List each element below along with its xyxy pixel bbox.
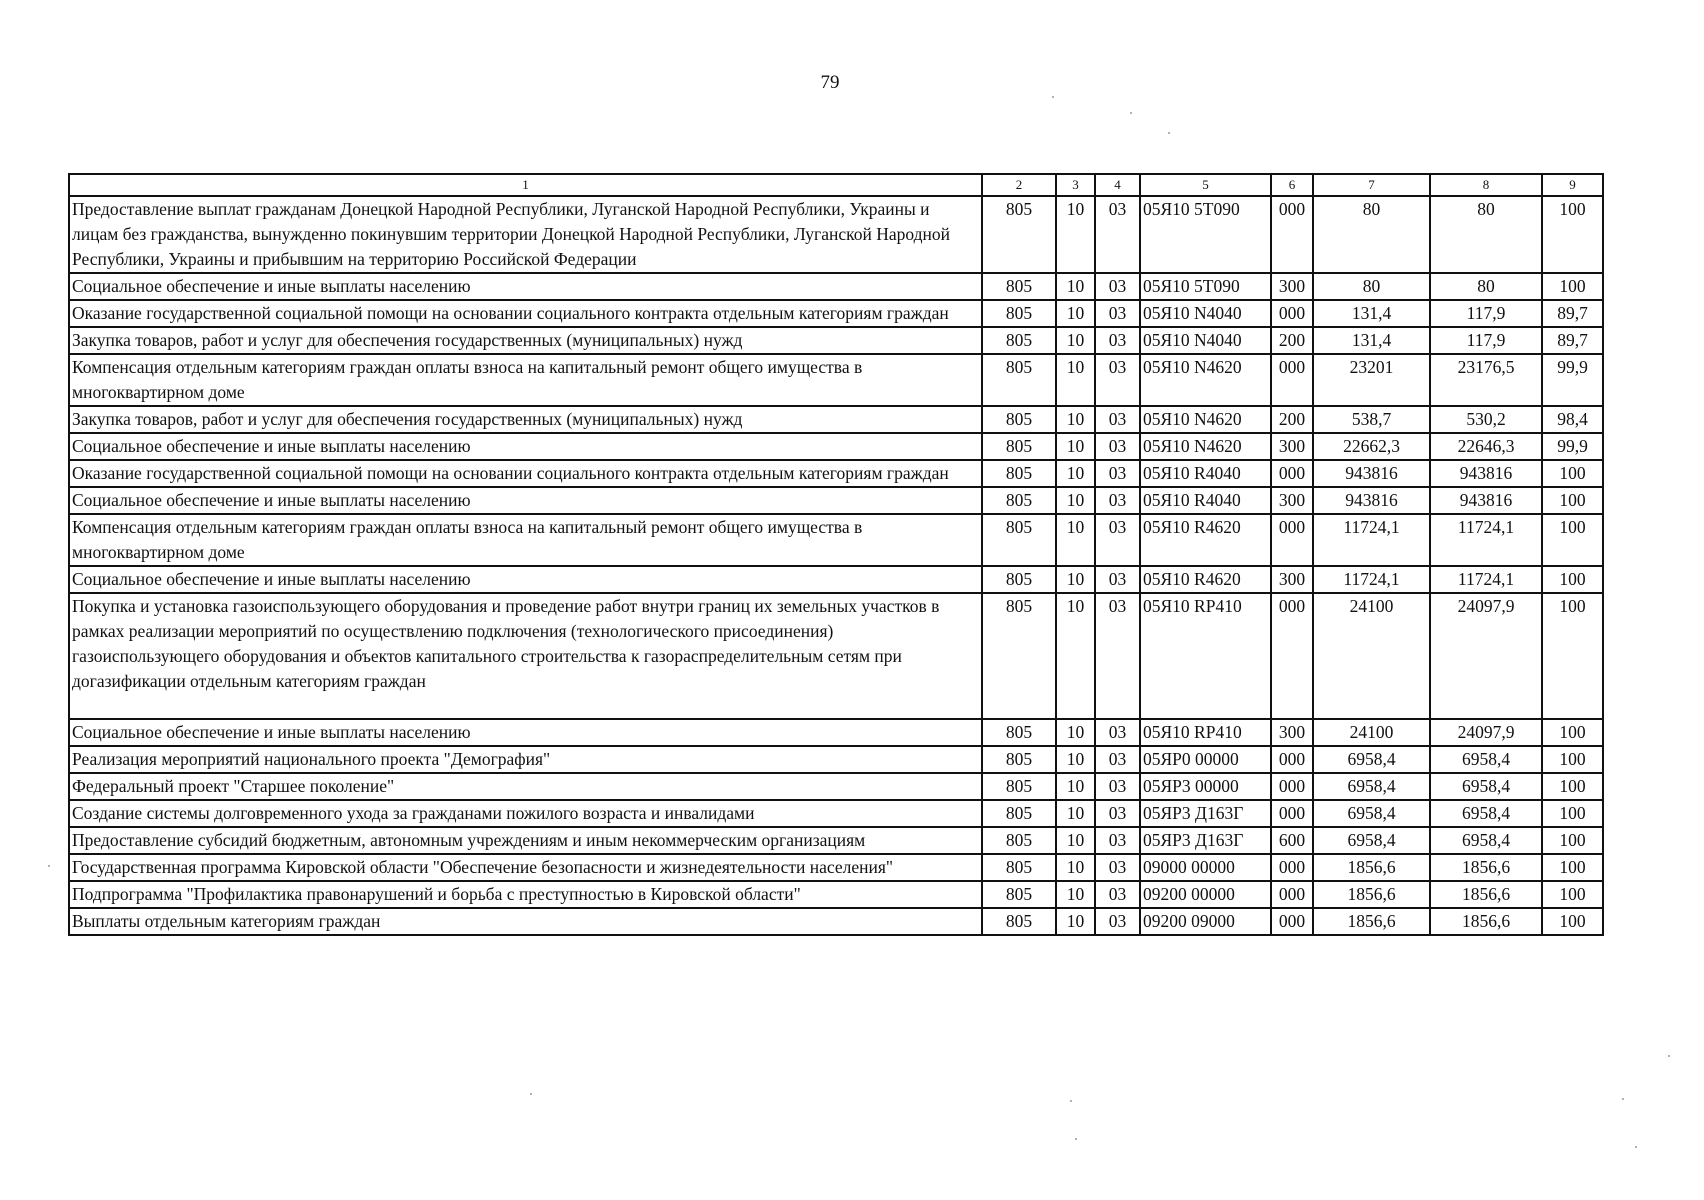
row-col-7-cell: 80 — [1313, 273, 1430, 300]
row-col-9-cell: 89,7 — [1542, 327, 1603, 354]
row-col-5-cell: 09000 00000 — [1140, 854, 1271, 881]
row-col-9-cell: 100 — [1542, 908, 1603, 935]
row-col-7-cell: 6958,4 — [1313, 746, 1430, 773]
header-col-5: 5 — [1140, 174, 1271, 196]
row-col-8-cell: 943816 — [1430, 487, 1542, 514]
row-col-7-cell: 24100 — [1313, 593, 1430, 719]
row-col-9-cell: 89,7 — [1542, 300, 1603, 327]
row-col-7-cell: 1856,6 — [1313, 854, 1430, 881]
row-col-5-cell: 05Я10 N4620 — [1140, 406, 1271, 433]
row-col-5-cell: 05Я10 R4040 — [1140, 487, 1271, 514]
row-col-7-cell: 6958,4 — [1313, 800, 1430, 827]
row-col-8-cell: 80 — [1430, 196, 1542, 273]
row-col-4-cell: 03 — [1095, 593, 1140, 719]
row-col-4-cell: 03 — [1095, 908, 1140, 935]
row-col-5-cell: 05Я10 R4620 — [1140, 514, 1271, 566]
row-col-2-cell: 805 — [982, 327, 1056, 354]
row-col-3-cell: 10 — [1056, 800, 1095, 827]
row-name-cell: Социальное обеспечение и иные выплаты населению — [69, 433, 982, 460]
row-col-3-cell: 10 — [1056, 327, 1095, 354]
budget-table — [68, 173, 1604, 936]
row-col-7-cell: 943816 — [1313, 487, 1430, 514]
row-col-3-cell: 10 — [1056, 719, 1095, 746]
row-col-4-cell: 03 — [1095, 881, 1140, 908]
row-col-3-cell: 10 — [1056, 300, 1095, 327]
table-row — [69, 433, 1603, 460]
page-number: 79 — [820, 72, 840, 93]
row-col-2-cell: 805 — [982, 854, 1056, 881]
row-col-2-cell: 805 — [982, 800, 1056, 827]
row-col-8-cell: 24097,9 — [1430, 719, 1542, 746]
row-col-9-cell: 100 — [1542, 719, 1603, 746]
row-col-9-cell: 100 — [1542, 460, 1603, 487]
row-col-2-cell: 805 — [982, 406, 1056, 433]
row-col-9-cell: 100 — [1542, 746, 1603, 773]
row-col-6-cell: 000 — [1271, 746, 1313, 773]
row-col-2-cell: 805 — [982, 881, 1056, 908]
table-row — [69, 354, 1603, 406]
row-col-6-cell: 300 — [1271, 566, 1313, 593]
row-col-7-cell: 943816 — [1313, 460, 1430, 487]
row-col-8-cell: 530,2 — [1430, 406, 1542, 433]
row-col-8-cell: 1856,6 — [1430, 854, 1542, 881]
row-col-3-cell: 10 — [1056, 460, 1095, 487]
row-col-3-cell: 10 — [1056, 406, 1095, 433]
row-col-5-cell: 05Я10 N4620 — [1140, 354, 1271, 406]
row-col-6-cell: 200 — [1271, 327, 1313, 354]
row-col-2-cell: 805 — [982, 273, 1056, 300]
row-col-2-cell: 805 — [982, 773, 1056, 800]
row-col-2-cell: 805 — [982, 433, 1056, 460]
row-col-6-cell: 000 — [1271, 196, 1313, 273]
row-col-8-cell: 11724,1 — [1430, 566, 1542, 593]
row-col-7-cell: 6958,4 — [1313, 773, 1430, 800]
row-col-5-cell: 05ЯР0 00000 — [1140, 746, 1271, 773]
row-col-8-cell: 6958,4 — [1430, 800, 1542, 827]
row-col-8-cell: 80 — [1430, 273, 1542, 300]
row-col-6-cell: 300 — [1271, 273, 1313, 300]
row-name-cell: Закупка товаров, работ и услуг для обеспечения государственных (муниципальных) нужд — [69, 327, 982, 354]
row-col-8-cell: 6958,4 — [1430, 827, 1542, 854]
row-col-2-cell: 805 — [982, 487, 1056, 514]
row-name-cell: Социальное обеспечение и иные выплаты населению — [69, 487, 982, 514]
row-col-9-cell: 100 — [1542, 854, 1603, 881]
table-body — [69, 196, 1603, 935]
row-col-4-cell: 03 — [1095, 719, 1140, 746]
row-name-cell: Оказание государственной социальной помощи на основании социального контракта отдельным категориям граждан — [69, 300, 982, 327]
header-col-4: 4 — [1095, 174, 1140, 196]
row-col-5-cell: 05Я10 R4040 — [1140, 460, 1271, 487]
row-name-cell: Социальное обеспечение и иные выплаты населению — [69, 566, 982, 593]
table-row — [69, 908, 1603, 935]
row-col-9-cell: 99,9 — [1542, 433, 1603, 460]
row-col-6-cell: 300 — [1271, 719, 1313, 746]
row-col-4-cell: 03 — [1095, 300, 1140, 327]
table-row — [69, 827, 1603, 854]
row-col-9-cell: 100 — [1542, 827, 1603, 854]
table-row — [69, 773, 1603, 800]
row-col-5-cell: 05ЯР3 00000 — [1140, 773, 1271, 800]
row-col-3-cell: 10 — [1056, 273, 1095, 300]
row-col-8-cell: 6958,4 — [1430, 746, 1542, 773]
row-col-6-cell: 300 — [1271, 487, 1313, 514]
table-row — [69, 196, 1603, 273]
row-col-9-cell: 100 — [1542, 196, 1603, 273]
row-col-5-cell: 05Я10 N4040 — [1140, 327, 1271, 354]
header-col-8: 8 — [1430, 174, 1542, 196]
row-name-cell: Выплаты отдельным категориям граждан — [69, 908, 982, 935]
row-col-5-cell: 05Я10 N4620 — [1140, 433, 1271, 460]
header-col-6: 6 — [1271, 174, 1313, 196]
row-col-4-cell: 03 — [1095, 854, 1140, 881]
row-name-cell: Предоставление выплат гражданам Донецкой Народной Республики, Луганской Народной Республики, Украины и лицам без гражданства, вынужденно покинувшим территории Донецкой Народной Республики, Луганской Народной Республики, Украины и прибывшим на территорию Российской Федерации — [69, 196, 982, 273]
row-col-4-cell: 03 — [1095, 800, 1140, 827]
row-col-8-cell: 23176,5 — [1430, 354, 1542, 406]
row-name-cell: Социальное обеспечение и иные выплаты населению — [69, 719, 982, 746]
row-col-2-cell: 805 — [982, 908, 1056, 935]
header-col-2: 2 — [982, 174, 1056, 196]
row-col-5-cell: 05Я10 RР410 — [1140, 593, 1271, 719]
row-col-7-cell: 131,4 — [1313, 300, 1430, 327]
row-col-9-cell: 100 — [1542, 881, 1603, 908]
row-col-2-cell: 805 — [982, 514, 1056, 566]
table-row — [69, 300, 1603, 327]
table-row — [69, 881, 1603, 908]
row-col-3-cell: 10 — [1056, 908, 1095, 935]
row-col-7-cell: 1856,6 — [1313, 908, 1430, 935]
row-col-3-cell: 10 — [1056, 487, 1095, 514]
row-col-6-cell: 000 — [1271, 354, 1313, 406]
row-col-5-cell: 05Я10 R4620 — [1140, 566, 1271, 593]
row-col-3-cell: 10 — [1056, 827, 1095, 854]
row-col-3-cell: 10 — [1056, 746, 1095, 773]
row-col-9-cell: 100 — [1542, 566, 1603, 593]
table-row — [69, 854, 1603, 881]
row-col-9-cell: 100 — [1542, 593, 1603, 719]
row-col-6-cell: 200 — [1271, 406, 1313, 433]
row-col-9-cell: 100 — [1542, 273, 1603, 300]
row-col-7-cell: 24100 — [1313, 719, 1430, 746]
row-col-3-cell: 10 — [1056, 881, 1095, 908]
row-col-2-cell: 805 — [982, 354, 1056, 406]
table-row — [69, 406, 1603, 433]
row-name-cell: Государственная программа Кировской области "Обеспечение безопасности и жизнедеятельности населения" — [69, 854, 982, 881]
row-col-8-cell: 117,9 — [1430, 300, 1542, 327]
row-col-7-cell: 11724,1 — [1313, 566, 1430, 593]
row-col-8-cell: 943816 — [1430, 460, 1542, 487]
row-name-cell: Социальное обеспечение и иные выплаты населению — [69, 273, 982, 300]
row-col-5-cell: 05ЯР3 Д163Г — [1140, 827, 1271, 854]
row-col-5-cell: 05Я10 RР410 — [1140, 719, 1271, 746]
row-col-4-cell: 03 — [1095, 354, 1140, 406]
row-col-7-cell: 131,4 — [1313, 327, 1430, 354]
row-col-2-cell: 805 — [982, 196, 1056, 273]
row-col-2-cell: 805 — [982, 827, 1056, 854]
row-col-8-cell: 1856,6 — [1430, 881, 1542, 908]
row-col-2-cell: 805 — [982, 300, 1056, 327]
row-col-3-cell: 10 — [1056, 514, 1095, 566]
table-row — [69, 593, 1603, 719]
row-col-5-cell: 05Я10 5Т090 — [1140, 196, 1271, 273]
row-col-5-cell: 09200 09000 — [1140, 908, 1271, 935]
row-name-cell: Федеральный проект "Старшее поколение" — [69, 773, 982, 800]
row-col-4-cell: 03 — [1095, 514, 1140, 566]
row-col-6-cell: 000 — [1271, 300, 1313, 327]
row-col-5-cell: 05Я10 5Т090 — [1140, 273, 1271, 300]
row-name-cell: Покупка и установка газоиспользующего оборудования и проведение работ внутри границ их земельных участков в рамках реализации мероприятий по осуществлению подключения (технологического присоединения) газоиспользующего оборудования и объектов капитального строительства к газораспределительным сетям при догазификации отдельным категориям граждан — [69, 593, 982, 719]
row-col-3-cell: 10 — [1056, 433, 1095, 460]
row-name-cell: Оказание государственной социальной помощи на основании социального контракта отдельным категориям граждан — [69, 460, 982, 487]
row-col-5-cell: 09200 00000 — [1140, 881, 1271, 908]
table-row — [69, 566, 1603, 593]
row-col-4-cell: 03 — [1095, 406, 1140, 433]
header-col-3: 3 — [1056, 174, 1095, 196]
row-col-2-cell: 805 — [982, 593, 1056, 719]
header-row — [69, 174, 1603, 196]
row-col-4-cell: 03 — [1095, 196, 1140, 273]
row-col-4-cell: 03 — [1095, 773, 1140, 800]
row-col-9-cell: 100 — [1542, 487, 1603, 514]
row-col-7-cell: 1856,6 — [1313, 881, 1430, 908]
row-col-6-cell: 000 — [1271, 773, 1313, 800]
row-col-7-cell: 22662,3 — [1313, 433, 1430, 460]
row-name-cell: Предоставление субсидий бюджетным, автономным учреждениям и иным некоммерческим организациям — [69, 827, 982, 854]
row-col-4-cell: 03 — [1095, 566, 1140, 593]
table-row — [69, 273, 1603, 300]
row-col-6-cell: 000 — [1271, 460, 1313, 487]
row-col-7-cell: 80 — [1313, 196, 1430, 273]
row-col-9-cell: 98,4 — [1542, 406, 1603, 433]
row-col-2-cell: 805 — [982, 566, 1056, 593]
header-col-1: 1 — [69, 174, 982, 196]
row-name-cell: Закупка товаров, работ и услуг для обеспечения государственных (муниципальных) нужд — [69, 406, 982, 433]
row-col-3-cell: 10 — [1056, 773, 1095, 800]
row-col-2-cell: 805 — [982, 719, 1056, 746]
row-col-2-cell: 805 — [982, 460, 1056, 487]
table-row — [69, 327, 1603, 354]
row-col-9-cell: 100 — [1542, 800, 1603, 827]
table-row — [69, 487, 1603, 514]
row-col-3-cell: 10 — [1056, 196, 1095, 273]
row-col-8-cell: 24097,9 — [1430, 593, 1542, 719]
table-row — [69, 746, 1603, 773]
table-row — [69, 800, 1603, 827]
table-row — [69, 460, 1603, 487]
header-col-7: 7 — [1313, 174, 1430, 196]
row-col-7-cell: 538,7 — [1313, 406, 1430, 433]
row-col-3-cell: 10 — [1056, 566, 1095, 593]
row-col-6-cell: 000 — [1271, 800, 1313, 827]
row-col-7-cell: 6958,4 — [1313, 827, 1430, 854]
row-col-4-cell: 03 — [1095, 487, 1140, 514]
row-col-2-cell: 805 — [982, 746, 1056, 773]
header-col-9: 9 — [1542, 174, 1603, 196]
row-col-4-cell: 03 — [1095, 327, 1140, 354]
row-col-8-cell: 11724,1 — [1430, 514, 1542, 566]
row-col-4-cell: 03 — [1095, 827, 1140, 854]
row-col-3-cell: 10 — [1056, 593, 1095, 719]
row-col-4-cell: 03 — [1095, 273, 1140, 300]
row-col-3-cell: 10 — [1056, 854, 1095, 881]
row-col-6-cell: 000 — [1271, 514, 1313, 566]
table-row — [69, 719, 1603, 746]
row-col-3-cell: 10 — [1056, 354, 1095, 406]
row-name-cell: Подпрограмма "Профилактика правонарушений и борьба с преступностью в Кировской области" — [69, 881, 982, 908]
row-col-6-cell: 000 — [1271, 854, 1313, 881]
row-name-cell: Реализация мероприятий национального проекта "Демография" — [69, 746, 982, 773]
row-col-8-cell: 22646,3 — [1430, 433, 1542, 460]
row-col-9-cell: 100 — [1542, 773, 1603, 800]
row-name-cell: Создание системы долговременного ухода за гражданами пожилого возраста и инвалидами — [69, 800, 982, 827]
row-col-6-cell: 300 — [1271, 433, 1313, 460]
row-col-4-cell: 03 — [1095, 746, 1140, 773]
row-name-cell: Компенсация отдельным категориям граждан оплаты взноса на капитальный ремонт общего имущества в многоквартирном доме — [69, 354, 982, 406]
table-row — [69, 514, 1603, 566]
row-col-6-cell: 000 — [1271, 593, 1313, 719]
row-col-9-cell: 100 — [1542, 514, 1603, 566]
row-col-6-cell: 600 — [1271, 827, 1313, 854]
row-col-7-cell: 11724,1 — [1313, 514, 1430, 566]
row-col-6-cell: 000 — [1271, 908, 1313, 935]
row-col-9-cell: 99,9 — [1542, 354, 1603, 406]
row-col-8-cell: 117,9 — [1430, 327, 1542, 354]
row-col-8-cell: 1856,6 — [1430, 908, 1542, 935]
row-col-8-cell: 6958,4 — [1430, 773, 1542, 800]
row-col-7-cell: 23201 — [1313, 354, 1430, 406]
row-col-6-cell: 000 — [1271, 881, 1313, 908]
row-col-5-cell: 05Я10 N4040 — [1140, 300, 1271, 327]
row-name-cell: Компенсация отдельным категориям граждан оплаты взноса на капитальный ремонт общего имущества в многоквартирном доме — [69, 514, 982, 566]
row-col-5-cell: 05ЯР3 Д163Г — [1140, 800, 1271, 827]
row-col-4-cell: 03 — [1095, 433, 1140, 460]
row-col-4-cell: 03 — [1095, 460, 1140, 487]
